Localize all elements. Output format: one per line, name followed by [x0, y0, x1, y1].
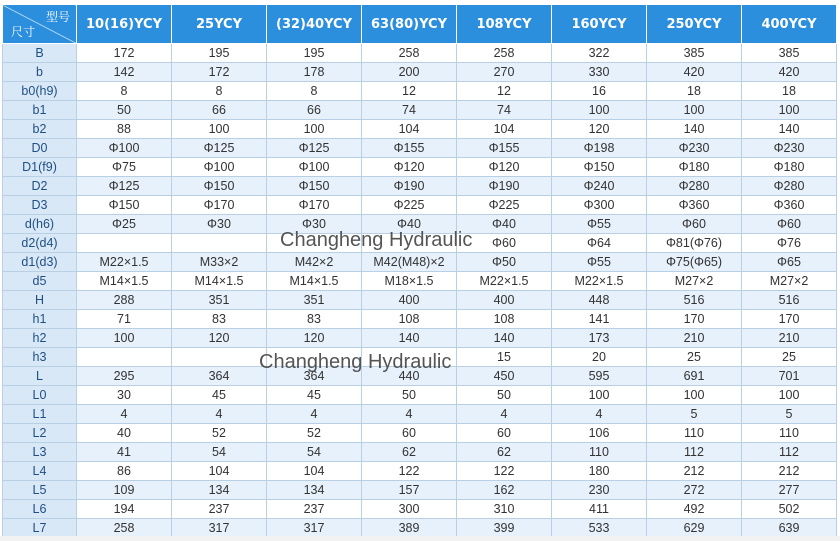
value-cell: 15: [457, 348, 552, 367]
header-row: [3, 5, 837, 44]
row-label-cell: d5: [3, 272, 77, 291]
model-header-label: 型号: [45, 10, 70, 24]
value-cell: 100: [742, 101, 837, 120]
value-cell: 140: [647, 120, 742, 139]
value-cell: M27×2: [742, 272, 837, 291]
value-cell: 230: [552, 481, 647, 500]
value-cell: Φ280: [647, 177, 742, 196]
row-label-cell: b: [3, 63, 77, 82]
table-row: [3, 253, 837, 272]
corner-header-cell: [3, 5, 77, 44]
value-cell: 18: [742, 82, 837, 101]
value-cell: 120: [267, 329, 362, 348]
row-label-cell: L7: [3, 519, 77, 538]
table-row: [3, 44, 837, 63]
value-cell: 25: [647, 348, 742, 367]
value-cell: 100: [172, 120, 267, 139]
value-cell: 52: [172, 424, 267, 443]
value-cell: Φ30: [172, 215, 267, 234]
value-cell: Φ40: [362, 215, 457, 234]
value-cell: Φ100: [267, 158, 362, 177]
value-cell: 54: [172, 443, 267, 462]
value-cell: 533: [552, 519, 647, 538]
value-cell: 212: [742, 462, 837, 481]
value-cell: Φ120: [457, 158, 552, 177]
value-cell: 317: [267, 519, 362, 538]
value-cell: [77, 234, 172, 253]
value-cell: 364: [172, 367, 267, 386]
value-cell: 701: [742, 367, 837, 386]
value-cell: 258: [457, 44, 552, 63]
value-cell: 448: [552, 291, 647, 310]
watermark-text: Changheng Hydraulic: [280, 229, 473, 251]
value-cell: 492: [647, 500, 742, 519]
value-cell: 142: [77, 63, 172, 82]
value-cell: 4: [362, 405, 457, 424]
table-row: [3, 310, 837, 329]
model-header-cell: 10(16)YCY: [77, 5, 172, 44]
table-row: [3, 500, 837, 519]
value-cell: 108: [457, 310, 552, 329]
value-cell: 71: [77, 310, 172, 329]
value-cell: 50: [362, 386, 457, 405]
row-label-cell: L6: [3, 500, 77, 519]
value-cell: M18×1.5: [362, 272, 457, 291]
value-cell: 60: [362, 424, 457, 443]
model-header-cell: (32)40YCY: [267, 5, 362, 44]
value-cell: 140: [457, 329, 552, 348]
value-cell: 104: [362, 120, 457, 139]
value-cell: 272: [647, 481, 742, 500]
value-cell: Φ180: [647, 158, 742, 177]
value-cell: 210: [742, 329, 837, 348]
value-cell: 62: [362, 443, 457, 462]
row-label-cell: B: [3, 44, 77, 63]
value-cell: 237: [267, 500, 362, 519]
value-cell: [267, 348, 362, 367]
value-cell: 237: [172, 500, 267, 519]
value-cell: 112: [647, 443, 742, 462]
value-cell: Φ60: [647, 215, 742, 234]
table-row: [3, 329, 837, 348]
value-cell: 86: [77, 462, 172, 481]
value-cell: 691: [647, 367, 742, 386]
value-cell: 295: [77, 367, 172, 386]
row-label-cell: d2(d4): [3, 234, 77, 253]
dimension-table: [2, 4, 837, 538]
value-cell: Φ81(Φ76): [647, 234, 742, 253]
bottom-divider: [0, 536, 840, 541]
value-cell: Φ300: [552, 196, 647, 215]
model-header-cell: 25YCY: [172, 5, 267, 44]
table-row: [3, 481, 837, 500]
value-cell: 170: [742, 310, 837, 329]
value-cell: [362, 234, 457, 253]
value-cell: 74: [362, 101, 457, 120]
value-cell: 25: [742, 348, 837, 367]
value-cell: 110: [647, 424, 742, 443]
value-cell: Φ120: [362, 158, 457, 177]
value-cell: 108: [362, 310, 457, 329]
value-cell: 4: [77, 405, 172, 424]
table-row: [3, 177, 837, 196]
value-cell: M33×2: [172, 253, 267, 272]
value-cell: 170: [647, 310, 742, 329]
table-row: [3, 196, 837, 215]
row-label-cell: d(h6): [3, 215, 77, 234]
value-cell: 300: [362, 500, 457, 519]
watermark-text: Changheng Hydraulic: [259, 351, 452, 373]
value-cell: Φ60: [742, 215, 837, 234]
row-label-cell: b0(h9): [3, 82, 77, 101]
value-cell: 195: [267, 44, 362, 63]
table-row: [3, 443, 837, 462]
table-row: [3, 272, 837, 291]
value-cell: Φ240: [552, 177, 647, 196]
value-cell: Φ25: [77, 215, 172, 234]
value-cell: 385: [647, 44, 742, 63]
value-cell: 52: [267, 424, 362, 443]
value-cell: 4: [267, 405, 362, 424]
value-cell: Φ225: [362, 196, 457, 215]
value-cell: 629: [647, 519, 742, 538]
value-cell: 195: [172, 44, 267, 63]
value-cell: 639: [742, 519, 837, 538]
value-cell: 100: [267, 120, 362, 139]
value-cell: 100: [647, 101, 742, 120]
value-cell: 364: [267, 367, 362, 386]
table-row: [3, 234, 837, 253]
value-cell: 50: [457, 386, 552, 405]
value-cell: [172, 348, 267, 367]
value-cell: 104: [172, 462, 267, 481]
value-cell: Φ65: [742, 253, 837, 272]
value-cell: Φ75(Φ65): [647, 253, 742, 272]
value-cell: 322: [552, 44, 647, 63]
value-cell: 351: [172, 291, 267, 310]
value-cell: [362, 348, 457, 367]
value-cell: 389: [362, 519, 457, 538]
value-cell: M14×1.5: [172, 272, 267, 291]
value-cell: 5: [742, 405, 837, 424]
value-cell: 20: [552, 348, 647, 367]
row-label-cell: H: [3, 291, 77, 310]
value-cell: 194: [77, 500, 172, 519]
value-cell: 110: [742, 424, 837, 443]
value-cell: Φ280: [742, 177, 837, 196]
value-cell: Φ155: [457, 139, 552, 158]
value-cell: 4: [457, 405, 552, 424]
value-cell: 100: [552, 101, 647, 120]
value-cell: Φ55: [552, 253, 647, 272]
value-cell: 450: [457, 367, 552, 386]
value-cell: 595: [552, 367, 647, 386]
table-row: [3, 462, 837, 481]
value-cell: 109: [77, 481, 172, 500]
value-cell: 120: [172, 329, 267, 348]
table-row: [3, 120, 837, 139]
value-cell: 45: [267, 386, 362, 405]
row-label-cell: b1: [3, 101, 77, 120]
table-row: [3, 386, 837, 405]
value-cell: 110: [552, 443, 647, 462]
value-cell: Φ76: [742, 234, 837, 253]
value-cell: Φ55: [552, 215, 647, 234]
value-cell: Φ150: [552, 158, 647, 177]
value-cell: 516: [647, 291, 742, 310]
value-cell: 100: [742, 386, 837, 405]
value-cell: M27×2: [647, 272, 742, 291]
value-cell: 351: [267, 291, 362, 310]
value-cell: Φ60: [457, 234, 552, 253]
value-cell: 173: [552, 329, 647, 348]
value-cell: 180: [552, 462, 647, 481]
table-row: [3, 291, 837, 310]
value-cell: Φ170: [172, 196, 267, 215]
model-header-cell: 108YCY: [457, 5, 552, 44]
value-cell: 258: [362, 44, 457, 63]
value-cell: Φ360: [647, 196, 742, 215]
value-cell: 30: [77, 386, 172, 405]
row-label-cell: L0: [3, 386, 77, 405]
value-cell: M22×1.5: [457, 272, 552, 291]
value-cell: Φ170: [267, 196, 362, 215]
value-cell: 141: [552, 310, 647, 329]
dimension-header-label: 尺寸: [11, 25, 36, 39]
table-row: [3, 158, 837, 177]
value-cell: 40: [77, 424, 172, 443]
value-cell: 66: [172, 101, 267, 120]
value-cell: Φ150: [267, 177, 362, 196]
value-cell: 420: [647, 63, 742, 82]
value-cell: 270: [457, 63, 552, 82]
value-cell: Φ155: [362, 139, 457, 158]
value-cell: 317: [172, 519, 267, 538]
value-cell: 83: [267, 310, 362, 329]
value-cell: M42(M48)×2: [362, 253, 457, 272]
value-cell: Φ180: [742, 158, 837, 177]
value-cell: Φ125: [172, 139, 267, 158]
model-header-cell: 250YCY: [647, 5, 742, 44]
value-cell: 122: [457, 462, 552, 481]
table-row: [3, 82, 837, 101]
value-cell: M42×2: [267, 253, 362, 272]
value-cell: [77, 348, 172, 367]
value-cell: 200: [362, 63, 457, 82]
row-label-cell: D0: [3, 139, 77, 158]
value-cell: 178: [267, 63, 362, 82]
value-cell: 66: [267, 101, 362, 120]
value-cell: 4: [552, 405, 647, 424]
row-label-cell: L2: [3, 424, 77, 443]
value-cell: 60: [457, 424, 552, 443]
row-label-cell: b2: [3, 120, 77, 139]
table-row: [3, 139, 837, 158]
value-cell: Φ30: [267, 215, 362, 234]
value-cell: Φ360: [742, 196, 837, 215]
table-body: [3, 44, 837, 538]
value-cell: 134: [267, 481, 362, 500]
row-label-cell: h2: [3, 329, 77, 348]
value-cell: [267, 234, 362, 253]
row-label-cell: h3: [3, 348, 77, 367]
value-cell: 330: [552, 63, 647, 82]
value-cell: 400: [362, 291, 457, 310]
value-cell: Φ125: [267, 139, 362, 158]
table-row: [3, 424, 837, 443]
value-cell: 258: [77, 519, 172, 538]
value-cell: 502: [742, 500, 837, 519]
value-cell: M14×1.5: [77, 272, 172, 291]
table-row: [3, 101, 837, 120]
value-cell: 106: [552, 424, 647, 443]
value-cell: 277: [742, 481, 837, 500]
value-cell: 516: [742, 291, 837, 310]
value-cell: 62: [457, 443, 552, 462]
value-cell: 45: [172, 386, 267, 405]
value-cell: 112: [742, 443, 837, 462]
value-cell: M14×1.5: [267, 272, 362, 291]
table-row: [3, 63, 837, 82]
value-cell: 54: [267, 443, 362, 462]
value-cell: Φ125: [77, 177, 172, 196]
value-cell: 210: [647, 329, 742, 348]
value-cell: 212: [647, 462, 742, 481]
value-cell: 18: [647, 82, 742, 101]
value-cell: 120: [552, 120, 647, 139]
value-cell: 12: [457, 82, 552, 101]
row-label-cell: D3: [3, 196, 77, 215]
value-cell: Φ190: [457, 177, 552, 196]
row-label-cell: D1(f9): [3, 158, 77, 177]
value-cell: [172, 234, 267, 253]
value-cell: Φ230: [742, 139, 837, 158]
value-cell: 8: [267, 82, 362, 101]
value-cell: Φ75: [77, 158, 172, 177]
value-cell: 41: [77, 443, 172, 462]
value-cell: 140: [362, 329, 457, 348]
row-label-cell: d1(d3): [3, 253, 77, 272]
table-row: [3, 215, 837, 234]
value-cell: 104: [267, 462, 362, 481]
value-cell: M22×1.5: [552, 272, 647, 291]
value-cell: Φ150: [172, 177, 267, 196]
value-cell: 50: [77, 101, 172, 120]
model-header-cell: 400YCY: [742, 5, 837, 44]
value-cell: Φ150: [77, 196, 172, 215]
value-cell: 172: [172, 63, 267, 82]
row-label-cell: L4: [3, 462, 77, 481]
value-cell: 134: [172, 481, 267, 500]
value-cell: 157: [362, 481, 457, 500]
value-cell: 288: [77, 291, 172, 310]
value-cell: 4: [172, 405, 267, 424]
value-cell: Φ198: [552, 139, 647, 158]
table-row: [3, 348, 837, 367]
value-cell: 83: [172, 310, 267, 329]
value-cell: 140: [742, 120, 837, 139]
row-label-cell: L1: [3, 405, 77, 424]
value-cell: 420: [742, 63, 837, 82]
value-cell: M22×1.5: [77, 253, 172, 272]
table-row: [3, 519, 837, 538]
value-cell: 400: [457, 291, 552, 310]
value-cell: Φ50: [457, 253, 552, 272]
value-cell: 162: [457, 481, 552, 500]
model-header-cell: 63(80)YCY: [362, 5, 457, 44]
value-cell: 5: [647, 405, 742, 424]
table-row: [3, 405, 837, 424]
value-cell: 100: [647, 386, 742, 405]
row-label-cell: L5: [3, 481, 77, 500]
value-cell: Φ100: [172, 158, 267, 177]
value-cell: Φ190: [362, 177, 457, 196]
value-cell: 12: [362, 82, 457, 101]
value-cell: 310: [457, 500, 552, 519]
value-cell: 100: [77, 329, 172, 348]
value-cell: 399: [457, 519, 552, 538]
value-cell: Φ64: [552, 234, 647, 253]
model-header-cell: 160YCY: [552, 5, 647, 44]
value-cell: 8: [77, 82, 172, 101]
value-cell: Φ40: [457, 215, 552, 234]
value-cell: 8: [172, 82, 267, 101]
value-cell: 440: [362, 367, 457, 386]
value-cell: 88: [77, 120, 172, 139]
value-cell: Φ100: [77, 139, 172, 158]
value-cell: 104: [457, 120, 552, 139]
value-cell: 74: [457, 101, 552, 120]
value-cell: 100: [552, 386, 647, 405]
value-cell: Φ230: [647, 139, 742, 158]
row-label-cell: h1: [3, 310, 77, 329]
value-cell: 411: [552, 500, 647, 519]
row-label-cell: L: [3, 367, 77, 386]
value-cell: 385: [742, 44, 837, 63]
value-cell: 172: [77, 44, 172, 63]
value-cell: 122: [362, 462, 457, 481]
value-cell: 16: [552, 82, 647, 101]
row-label-cell: D2: [3, 177, 77, 196]
row-label-cell: L3: [3, 443, 77, 462]
value-cell: Φ225: [457, 196, 552, 215]
table-row: [3, 367, 837, 386]
